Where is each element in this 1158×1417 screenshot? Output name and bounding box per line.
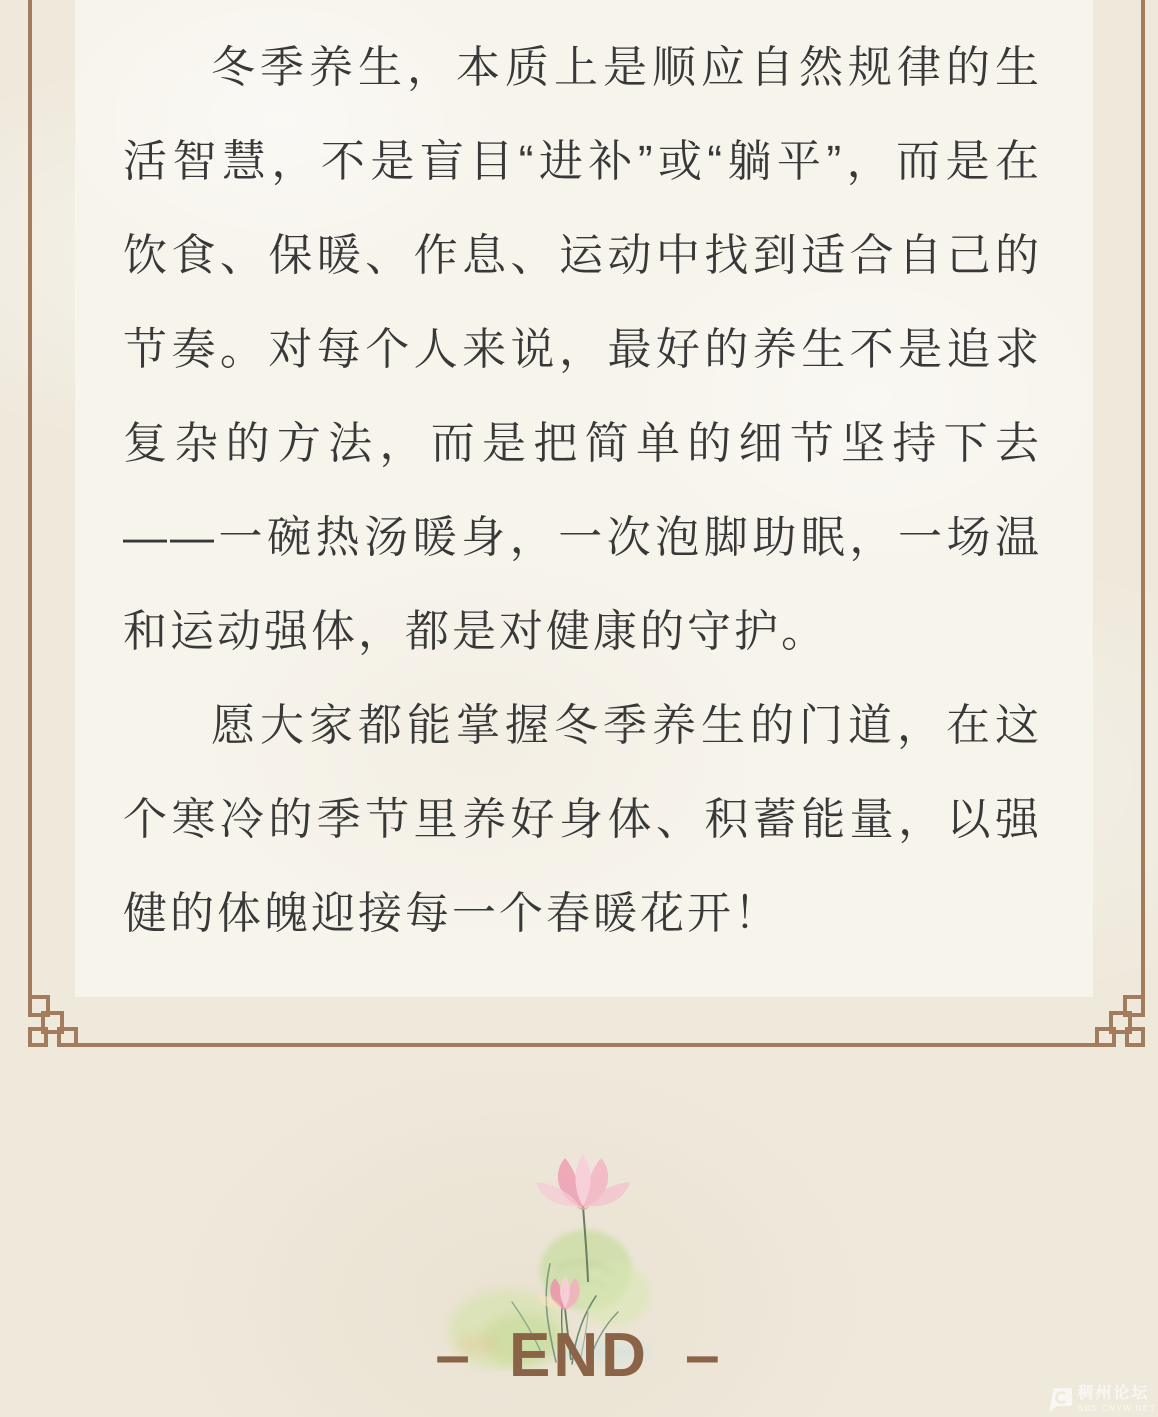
article-line: 愿大家都能掌握冬季养生的门道，在这: [211, 701, 1042, 750]
article-line: 活智慧，不是盲目“进补”或“躺平”，而是在: [123, 137, 1042, 186]
watermark-site-url: BBS.CNYW.NET: [1077, 1402, 1156, 1413]
article-line: 冬季养生，本质上是顺应自然规律的生: [211, 43, 1042, 92]
article-line: 健的体魄迎接每一个春暖花开！: [123, 889, 781, 938]
article-line: 饮食、保暖、作息、运动中找到适合自己的: [123, 231, 1042, 280]
site-watermark: [1048, 1385, 1156, 1413]
article-text: [123, 21, 1042, 961]
watermark-site-name: 稠州论坛: [1077, 1384, 1150, 1402]
article-line: ——一碗热汤暖身，一次泡脚助眠，一场温: [123, 513, 1042, 562]
article-line: 复杂的方法，而是把简单的细节坚持下去: [123, 419, 1042, 468]
watermark-text: [1077, 1386, 1156, 1413]
fret-corner-right-icon: [1097, 997, 1143, 1045]
forum-logo-icon: [1048, 1385, 1073, 1413]
end-marker: – END –: [435, 1321, 723, 1390]
article-line: 个寒冷的季节里养好身体、积蓄能量，以强: [123, 795, 1042, 844]
fret-corner-left-icon: [30, 997, 76, 1045]
lotus-flower-top: [536, 1154, 630, 1210]
article-line: 节奏。对每个人来说，最好的养生不是追求: [123, 325, 1042, 374]
article-line: 和运动强体，都是对健康的守护。: [123, 607, 828, 656]
